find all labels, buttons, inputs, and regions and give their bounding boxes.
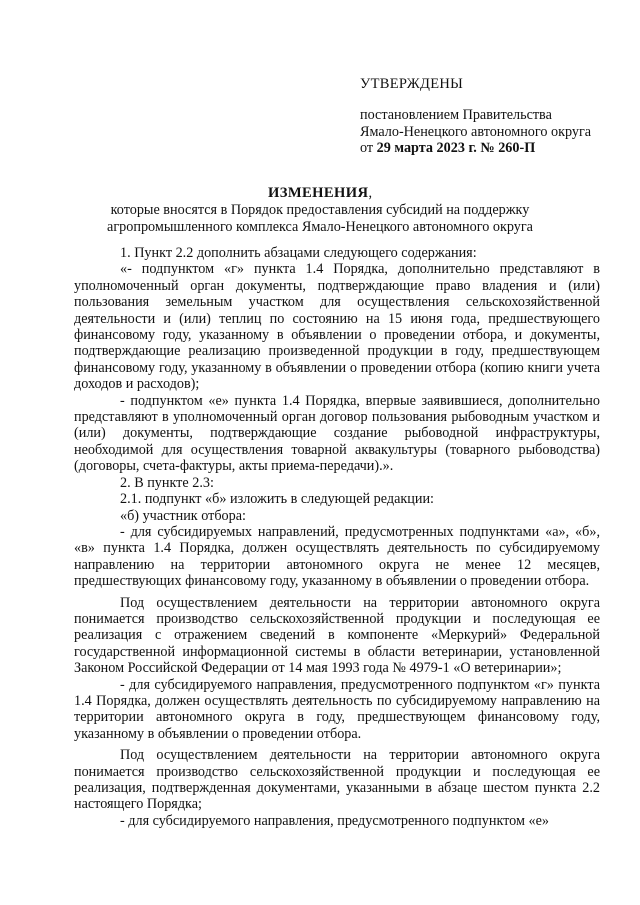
document-body [74,245,600,829]
title-subtitle-line-2: агропромышленного комплекса Ямало-Ненецкого автономного округа [107,219,533,235]
approval-line-1: постановлением Правительства [360,107,552,123]
approval-heading: УТВЕРЖДЕНЫ [360,76,464,92]
paragraph: 2.1. подпункт «б» изложить в следующей редакции: [120,491,434,508]
paragraph: - для субсидируемых направлений, предусмотренных подпунктами «а», «б», «в» пункта 1.4 Порядка, должен осуществлять деятельность по субсидируемому направлению на территории автономного округа не менее 12 месяцев, предшествующих финансовому году, указанному в объявлении о проведении отбора. [74,523,600,590]
approval-line-2: Ямало-Ненецкого автономного округа [360,124,592,140]
paragraph: - подпунктом «е» пункта 1.4 Порядка, впервые заявившиеся, дополнительно представляют в уполномоченный орган договор пользования рыбоводным участком и (или) документы, подтверждающие создание рыбоводной инфраструктуры, необходимой для осуществления товарной аквакультуры (товарного рыбоводства) (договоры, счета-фактуры, акты приема-передачи).». [74,392,600,475]
paragraph: 2. В пункте 2.3: [120,474,214,491]
approval-line-3 [360,140,535,157]
paragraph: Под осуществлением деятельности на территории автономного округа понимается производство сельскохозяйственной продукции и последующая ее реализация, подтвержденная документами, указанными в абзаце шестом пункта 2.2 настоящего Порядка; [74,747,600,813]
paragraph: Под осуществлением деятельности на территории автономного округа понимается производство сельскохозяйственной продукции и последующая ее реализация с отражением сведений в компоненте «Меркурий» Федеральной государственной информационной системы в области ветеринарии, установленной Законом Российской Федерации от 14 мая 1993 года № 4979-1 «О ветеринарии»; [74,594,600,677]
title-main-suffix: , [368,185,373,201]
paragraph: - для субсидируемого направления, предусмотренного подпунктом «г» пункта 1.4 Порядка, должен осуществлять деятельность по субсидируемому направлению на территории автономного округа в году, предшествующем финансовому году, указанному в объявлении о проведении отбора. [74,676,600,742]
document-title [88,185,552,236]
approval-date-number: 29 марта 2023 г. № 260-П [376,140,536,156]
approval-date-prefix: от [360,140,377,156]
paragraph: «- подпунктом «г» пункта 1.4 Порядка, дополнительно представляют в уполномоченный орган документы, подтверждающие право владения и (или) пользования земельным участком для осуществления сельскохозяйственной деятельности и (или) теплиц по состоянию на 15 июня года, предшествующего финансовому году, указанному в объявлении о проведении отбора, и документы, подтверждающие реализацию произведенной продукции в году, предшествующем финансовому году, указанному в объявлении о проведении отбора (копию книги учета доходов и расходов); [74,261,600,393]
title-main: ИЗМЕНЕНИЯ [267,185,369,201]
paragraph: 1. Пункт 2.2 дополнить абзацами следующего содержания: [120,245,477,261]
paragraph: «б) участник отбора: [120,507,246,524]
paragraph: - для субсидируемого направления, предусмотренного подпунктом «е» [120,812,550,829]
title-subtitle-line-1: которые вносятся в Порядок предоставления субсидий на поддержку [110,202,530,218]
